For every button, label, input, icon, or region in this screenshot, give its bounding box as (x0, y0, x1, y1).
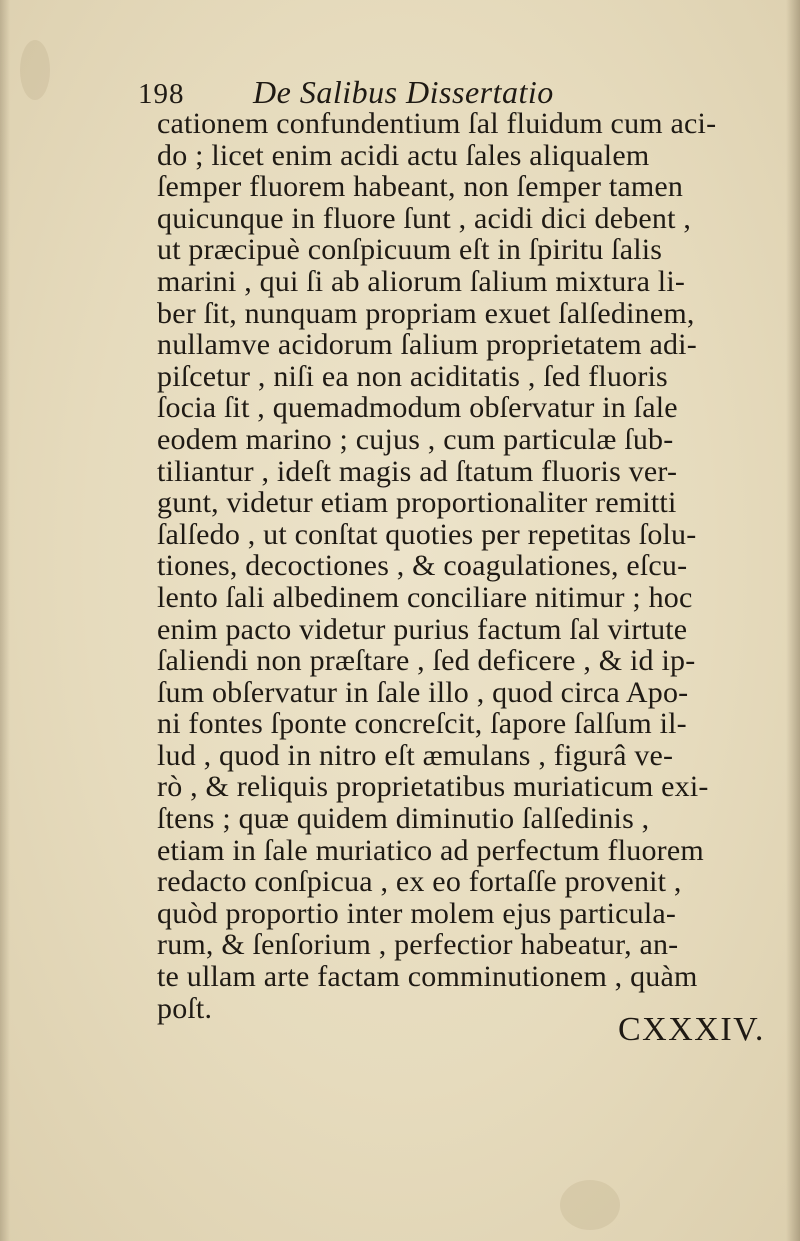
text-line: redacto conſpicua , ex eo fortaſſe provenit , (157, 865, 682, 899)
running-title: De Salibus Dissertatio (253, 74, 554, 110)
text-line: poſt. (157, 991, 213, 1025)
text-line: quòd proportio inter molem ejus particula- (157, 896, 677, 930)
text-line: ſalſedo , ut conſtat quoties per repetitas ſolu- (157, 517, 697, 551)
text-line: rum, & ſenſorium , perfectior habeatur, an- (157, 928, 679, 962)
text-line: etiam in ſale muriatico ad perfectum fluorem (157, 833, 704, 867)
text-line: piſcetur , niſi ea non aciditatis , ſed fluoris (157, 359, 668, 393)
catchword: CXXXIV. (618, 1011, 765, 1048)
text-line: te ullam arte factam comminutionem , quàm (157, 960, 698, 994)
text-line: cationem confundentium ſal fluidum cum aci- (157, 107, 717, 140)
text-line: eodem marino ; cujus , cum particulæ ſub- (157, 422, 674, 456)
text-line: ni fontes ſponte concreſcit, ſapore ſalſum il- (157, 707, 687, 741)
text-line: ſocia ſit , quemadmodum obſervatur in ſale (157, 391, 678, 425)
page-right-edge (786, 0, 800, 1241)
text-line: nullamve acidorum ſalium proprietatem adi- (157, 328, 697, 362)
text-line: rò , & reliquis proprietatibus muriaticum exi- (157, 770, 709, 804)
paper-stain (560, 1180, 620, 1230)
text-line: do ; licet enim acidi actu ſales aliqualem (157, 138, 650, 172)
page-number: 198 (138, 78, 185, 110)
text-line: ſaliendi non præſtare , ſed deficere , & id ip- (157, 644, 696, 678)
text-line: tiones, decoctiones , & coagulationes, eſcu- (157, 549, 688, 583)
text-line: quicunque in fluore ſunt , acidi dici debent , (157, 201, 692, 235)
body-text (157, 108, 777, 1024)
paper-stain (20, 40, 50, 100)
text-line: tiliantur , ideſt magis ad ſtatum fluoris ver- (157, 454, 678, 488)
text-line: ut præcipuè conſpicuum eſt in ſpiritu ſalis (157, 233, 663, 267)
text-line: marini , qui ſi ab aliorum ſalium mixtura li- (157, 264, 686, 298)
text-line: gunt, videtur etiam proportionaliter remitti (157, 486, 677, 520)
text-line: enim pacto videtur purius factum ſal virtute (157, 612, 688, 646)
text-line: ſemper fluorem habeant, non ſemper tamen (157, 170, 684, 204)
text-line: lud , quod in nitro eſt æmulans , figurâ ve- (157, 738, 674, 772)
text-line: ber ſit, nunquam propriam exuet ſalſedinem, (157, 296, 695, 330)
text-line: ſum obſervatur in ſale illo , quod circa Apo- (157, 675, 689, 709)
text-line: ſtens ; quæ quidem diminutio ſalſedinis , (157, 802, 650, 836)
page-left-edge (0, 0, 10, 1241)
text-line: lento ſali albedinem conciliare nitimur ; hoc (157, 580, 693, 614)
